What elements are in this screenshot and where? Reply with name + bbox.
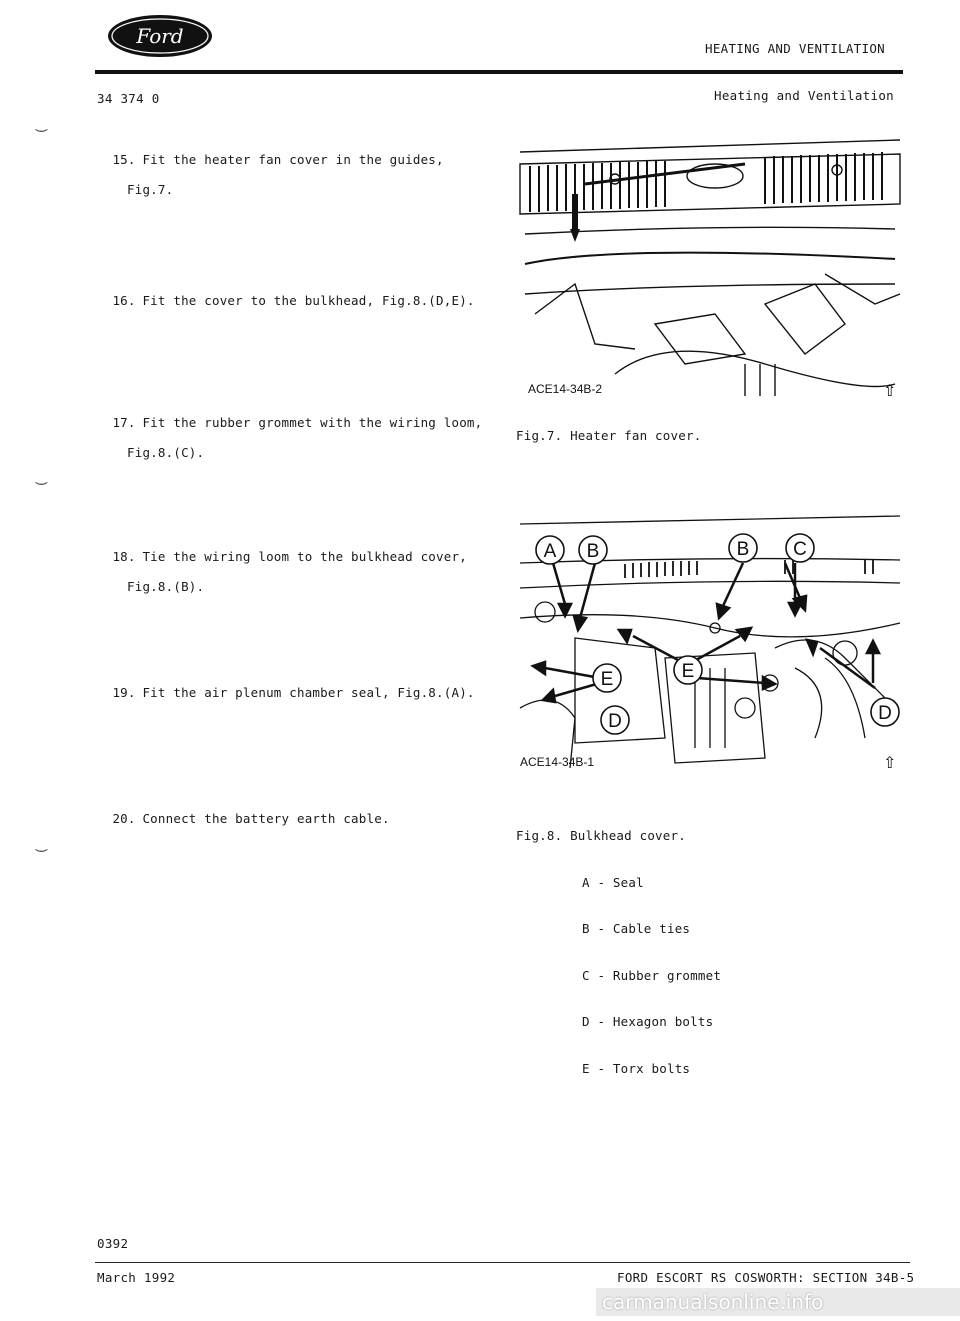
margin-mark: ‿	[36, 465, 47, 486]
ford-logo	[107, 14, 213, 58]
legend-b: B - Cable ties	[582, 921, 691, 936]
callout-e: E	[600, 669, 614, 690]
doc-number: 34 374 0	[97, 91, 160, 106]
step-18: 18. Tie the wiring loom to the bulkhead cover, Fig.8.(B).	[112, 549, 467, 594]
callout-a: A	[543, 541, 557, 562]
footer-rule	[95, 1262, 910, 1263]
callout-e: E	[681, 661, 695, 682]
ford-oval-icon	[107, 14, 213, 58]
callout-b: B	[586, 541, 600, 562]
callout-d: D	[608, 711, 622, 732]
legend-a: A - Seal	[582, 874, 644, 890]
legend-c: C - Rubber grommet	[582, 967, 722, 983]
figure-7-code: ACE14-34B-2	[528, 382, 603, 396]
figure-8-caption: Fig.8. Bulkhead cover.	[516, 828, 686, 843]
figure-8-caption-block	[516, 797, 721, 1092]
legend-d: D - Hexagon bolts	[582, 1014, 714, 1029]
step-17: 17. Fit the rubber grommet with the wiring loom, Fig.8.(C).	[112, 415, 483, 460]
logo-text: Ford	[136, 24, 184, 48]
watermark: carmanualsonline.info	[596, 1288, 960, 1316]
figure-8-code: ACE14-34B-1	[520, 755, 595, 769]
header-rule	[95, 70, 903, 74]
margin-mark: ‿	[36, 832, 47, 853]
step-15: 15. Fit the heater fan cover in the guides, Fig.7.	[112, 152, 444, 197]
section-title: HEATING AND VENTILATION	[705, 41, 885, 56]
subsection-title: Heating and Ventilation	[714, 88, 894, 103]
callout-b: B	[736, 539, 750, 560]
footer-date: March 1992	[97, 1270, 176, 1285]
arrow-icon	[570, 229, 580, 242]
callout-d: D	[878, 703, 892, 724]
footer-section-ref: FORD ESCORT RS COSWORTH: SECTION 34B-5	[617, 1270, 915, 1285]
figure-7-image	[515, 134, 905, 404]
callout-c: C	[793, 539, 807, 560]
margin-mark: ‿	[36, 112, 47, 133]
figure-7-caption: Fig.7. Heater fan cover.	[516, 428, 702, 443]
step-20: 20. Connect the battery earth cable.	[112, 811, 390, 826]
figure-8-image	[515, 508, 905, 776]
step-19: 19. Fit the air plenum chamber seal, Fig.8.(A).	[112, 685, 475, 700]
pointer-icon: ⇧	[883, 753, 897, 772]
pointer-icon: ⇧	[883, 381, 897, 400]
legend-e: E - Torx bolts	[582, 1060, 691, 1076]
step-16: 16. Fit the cover to the bulkhead, Fig.8.(D,E).	[112, 293, 475, 308]
page-code: 0392	[97, 1236, 129, 1251]
